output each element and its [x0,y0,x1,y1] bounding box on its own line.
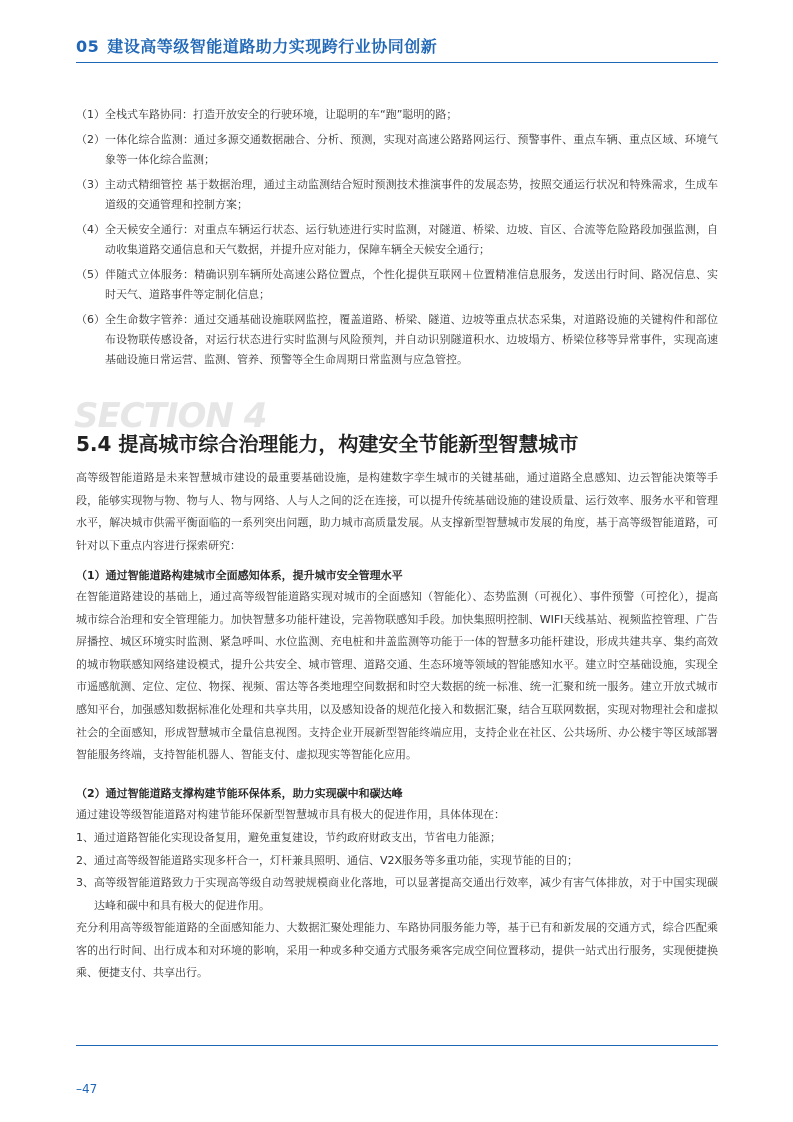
list-item [76,105,718,125]
chapter-title-text: 建设高等级智能道路助力实现跨行业协同创新 [107,37,438,56]
list-item-index: （2） [76,133,105,146]
list-item-index: 2、 [76,853,94,867]
list-item-text: 一体化综合监测：通过多源交通数据融合、分析、预测，实现对高速公路路网运行、预警事件、重点车辆、重点区域、环境气象等一体化综合监测； [105,133,718,166]
section-watermark: SECTION 4 [74,396,267,436]
subsection-intro-2: 通过建设等级智能道路对构建节能环保新型智慧城市具有极大的促进作用，具体体现在： [76,808,505,821]
subsection-heading-2: （2）通过智能道路支撑构建节能环保体系，助力实现碳中和碳达峰 [76,787,403,800]
list-item-index: 3、 [76,876,94,889]
page-header [0,0,793,64]
page-number: –47 [76,1082,98,1096]
list-item-text: 高等级智能道路致力于实现高等级自动驾驶规模商业化落地，可以显著提高交通出行效率，减少有害气体排放，对于中国实现碳达峰和碳中和具有极大的促进作用。 [94,876,718,912]
list-item-text: 主动式精细管控 基于数据治理，通过主动监测结合短时预测技术推演事件的发展态势，按照交通运行状况和特殊需求，生成车道级的交通管理和控制方案； [105,178,718,211]
list-item-index: 1、 [76,831,94,844]
list-item-text: 伴随式立体服务：精确识别车辆所处高速公路位置点，个性化提供互联网＋位置精准信息服务，发送出行时间、路况信息、实时天气、道路事件等定制化信息； [105,268,718,301]
list-item [76,310,718,370]
list-item-index: （5） [76,268,105,281]
chapter-title [76,34,437,57]
subsection-body-1: 在智能道路建设的基础上，通过高等级智能道路实现对城市的全面感知（智能化）、态势监测（可视化）、事件预警（可控化），提高城市综合治理和安全管理能力。加快智慧多功能杆建设，完善物联感知手段。加快集照明控制、WIFI天线基站、视频监控管理、广告屏播控、城区环境实时监测、紧急呼叫、水位监测、充电桩和井盖监测等功能于一体的智慧多功能杆建设，形成共建共享、集约高效的城市物联感知网络建设模式，提升公共安全、城市管理、道路交通、生态环境等领域的智能感知水平。建立时空基础设施，实现全市遥感航测、定位、定位、物探、视频、雷达等各类地理空间数据和时空大数据的统一标准、统一汇聚和统一服务。建立开放式城市感知平台，加强感知数据标准化处理和共享共用，以及感知设备的规范化接入和数据汇聚，结合互联网数据，实现对物理社会和虚拟社会的全面感知，形成智慧城市全量信息视图。支持企业开展新型智能终端应用，支持企业在社区、公共场所、办公楼宇等区域部署智能服务终端，支持智能机器人、智能支付、虚拟现实等智能化应用。 [76,590,718,762]
header-divider [76,62,718,63]
footer-divider [76,1045,718,1046]
feature-list [76,105,718,375]
list-item-text: 通过道路智能化实现设备复用，避免重复建设，节约政府财政支出，节省电力能源； [94,831,501,844]
list-item [76,827,718,850]
subsection-heading-1: （1）通过智能道路构建城市全面感知体系，提升城市安全管理水平 [76,569,403,582]
closing-paragraph: 充分利用高等级智能道路的全面感知能力、大数据汇聚处理能力、车路协同服务能力等，基于已有和新发展的交通方式，综合匹配乘客的出行时间、出行成本和对环境的影响，采用一种或多种交通方式服务乘客完成空间位置移动，提供一站式出行服务，实现便捷换乘、便捷支付、共享出行。 [76,921,718,980]
list-item-text: 通过高等级智能道路实现多杆合一，灯杆兼具照明、通信、V2X服务等多重功能，实现节能的目的； [94,853,579,867]
list-item [76,872,718,917]
list-item [76,220,718,260]
list-item-text: 全生命数字管养：通过交通基础设施联网监控，覆盖道路、桥梁、隧道、边坡等重点状态采集，对道路设施的关键构件和部位布设物联传感设备，对运行状态进行实时监测与风险预判，并自动识别隧道积水、边坡塌方、桥梁位移等异常事件，实现高速基础设施日常运营、监测、管养、预警等全生命周期日常监测与应急管控。 [105,313,718,366]
list-item-text: 全天候安全通行：对重点车辆运行状态、运行轨迹进行实时监测，对隧道、桥梁、边坡、盲区、合流等危险路段加强监测，自动收集道路交通信息和天气数据，并提升应对能力，保障车辆全天候安全通行； [105,223,718,256]
section-title: 5.4 提高城市综合治理能力，构建安全节能新型智慧城市 [76,432,579,456]
list-item-index: （1） [76,108,105,121]
list-item [76,265,718,305]
list-item [76,850,718,873]
list-item-index: （6） [76,313,105,326]
section-intro: 高等级智能道路是未来智慧城市建设的最重要基础设施，是构建数字孪生城市的关键基础，通过道路全息感知、边云智能决策等手段，能够实现物与物、物与人、物与网络、人与人之间的泛在连接，可以提升传统基础设施的建设质量、运行效率、服务水平和管理水平，解决城市供需平衡面临的一系列突出问题，助力城市高质量发展。从支撑新型智慧城市发展的角度，基于高等级智能道路，可针对以下重点内容进行探索研究： [76,471,718,552]
chapter-number: 05 [76,37,100,56]
list-item-index: （3） [76,178,105,191]
list-item [76,130,718,170]
benefit-list [76,827,718,917]
list-item-text: 全栈式车路协同：打造开放安全的行驶环境，让聪明的车“跑”聪明的路； [105,108,458,121]
list-item-index: （4） [76,223,105,236]
list-item [76,175,718,215]
